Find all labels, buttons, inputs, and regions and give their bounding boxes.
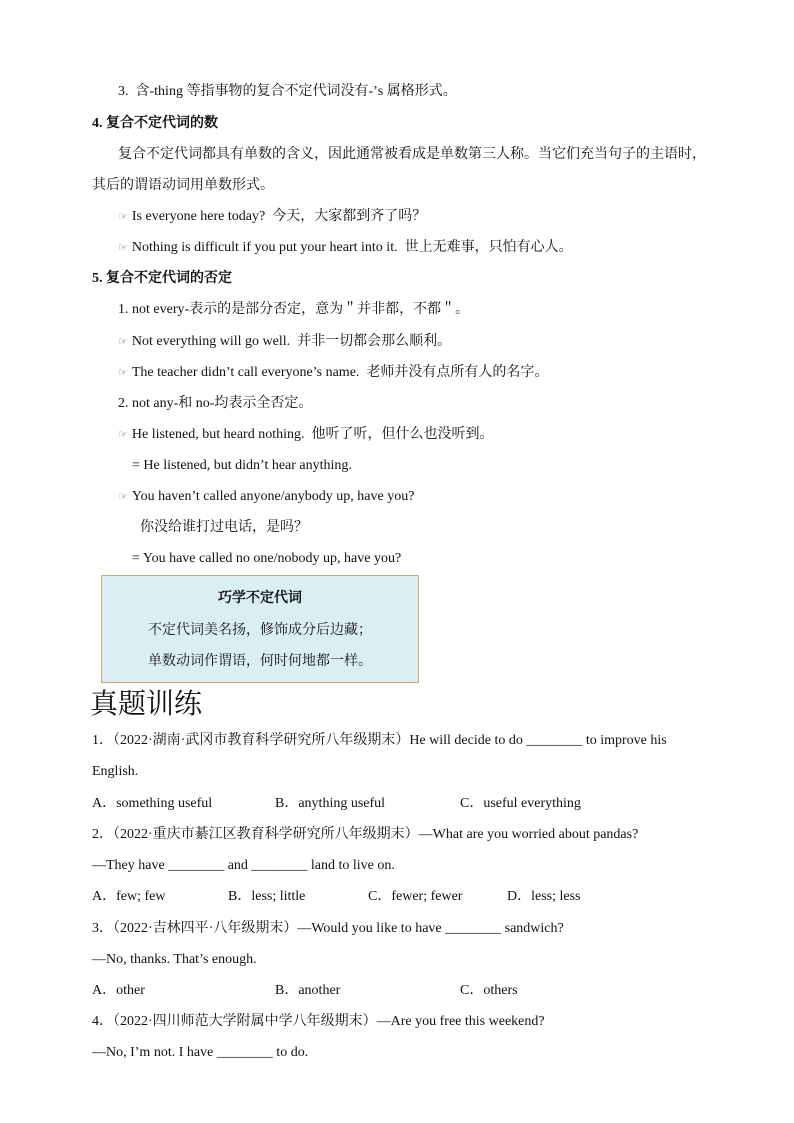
pointing-hand-icon xyxy=(118,209,132,224)
question-3-stem: 3．（2022·吉林四平·八年级期末）—Would you like to have ________ sandwich? xyxy=(92,921,564,936)
note-item-3: 3. 含-thing 等指事物的复合不定代词没有-’s 属格形式。 xyxy=(118,84,457,99)
question-1-stem: 1．（2022·湖南·武冈市教育科学研究所八年级期末）He will decide to do ________ to improve his xyxy=(92,733,667,748)
example-text: You haven’t called anyone/anybody up, have you? xyxy=(131,489,415,504)
question-1-stem-continued: English. xyxy=(92,764,139,779)
question-3-option-c: C．others xyxy=(460,983,518,998)
equivalent-sentence: = You have called no one/nobody up, have you? xyxy=(132,551,402,566)
tip-box-line: 不定代词美名扬，修饰成分后边藏； xyxy=(148,623,372,638)
tip-box-title: 巧学不定代词 xyxy=(218,591,302,606)
section-5-heading: 5. 复合不定代词的否定 xyxy=(92,271,232,286)
example-text: Is everyone here today? 今天，大家都到齐了吗？ xyxy=(131,209,427,224)
example-translation: 你没给谁打过电话，是吗？ xyxy=(140,520,308,535)
question-1-option-a: A．something useful xyxy=(92,796,213,811)
example-text: Nothing is difficult if you put your heart into it. 世上无难事，只怕有心人。 xyxy=(131,240,573,255)
tip-box-line: 单数动词作谓语，何时何地都一样。 xyxy=(148,654,372,669)
pointing-hand-icon xyxy=(118,365,132,380)
example-sentence xyxy=(118,488,414,506)
example-sentence xyxy=(118,426,494,444)
question-2-option-a: A．few; few xyxy=(92,889,166,904)
example-text: Not everything will go well. 并非一切都会那么顺利。 xyxy=(131,334,452,349)
pointing-hand-icon xyxy=(118,334,132,349)
equivalent-sentence: = He listened, but didn’t hear anything. xyxy=(132,458,352,473)
question-2-stem-continued: —They have ________ and ________ land to live on. xyxy=(92,858,395,873)
question-2-stem: 2．（2022·重庆市綦江区教育科学研究所八年级期末）—What are you worried about pandas? xyxy=(92,827,639,842)
question-2-option-c: C．fewer; fewer xyxy=(368,889,463,904)
question-1-option-b: B．anything useful xyxy=(275,796,386,811)
example-text: The teacher didn’t call everyone’s name. 老师并没有点所有人的名字。 xyxy=(131,365,549,380)
question-1-option-c: C．useful everything xyxy=(460,796,581,811)
section-5-point-1: 1. not every-表示的是部分否定，意为＂并非都，不都＂。 xyxy=(118,302,470,317)
tip-box xyxy=(101,575,419,683)
section-4-heading: 4. 复合不定代词的数 xyxy=(92,116,218,131)
question-3-option-b: B．another xyxy=(275,983,341,998)
example-sentence xyxy=(118,208,426,226)
example-sentence xyxy=(118,333,451,351)
question-3-stem-continued: —No, thanks. That’s enough. xyxy=(92,952,257,967)
example-sentence xyxy=(118,364,548,382)
pointing-hand-icon xyxy=(118,240,132,255)
pointing-hand-icon xyxy=(118,427,132,442)
question-2-option-b: B．less; little xyxy=(228,889,306,904)
pointing-hand-icon xyxy=(118,489,132,504)
question-4-stem-continued: —No, I’m not. I have ________ to do. xyxy=(92,1045,309,1060)
question-4-stem: 4．（2022·四川师范大学附属中学八年级期末）—Are you free this weekend? xyxy=(92,1014,545,1029)
exercise-heading: 真题训练 xyxy=(90,689,203,720)
section-4-paragraph-line-1: 复合不定代词都具有单数的含义，因此通常被看成是单数第三人称。当它们充当句子的主语时， xyxy=(118,147,706,162)
example-sentence xyxy=(118,239,573,257)
section-4-paragraph-line-2: 其后的谓语动词用单数形式。 xyxy=(92,178,274,193)
question-2-option-d: D．less; less xyxy=(507,889,581,904)
section-5-point-2: 2. not any-和 no-均表示全否定。 xyxy=(118,396,313,411)
example-text: He listened, but heard nothing. 他听了听，但什么也没听到。 xyxy=(131,427,494,442)
question-3-option-a: A．other xyxy=(92,983,145,998)
